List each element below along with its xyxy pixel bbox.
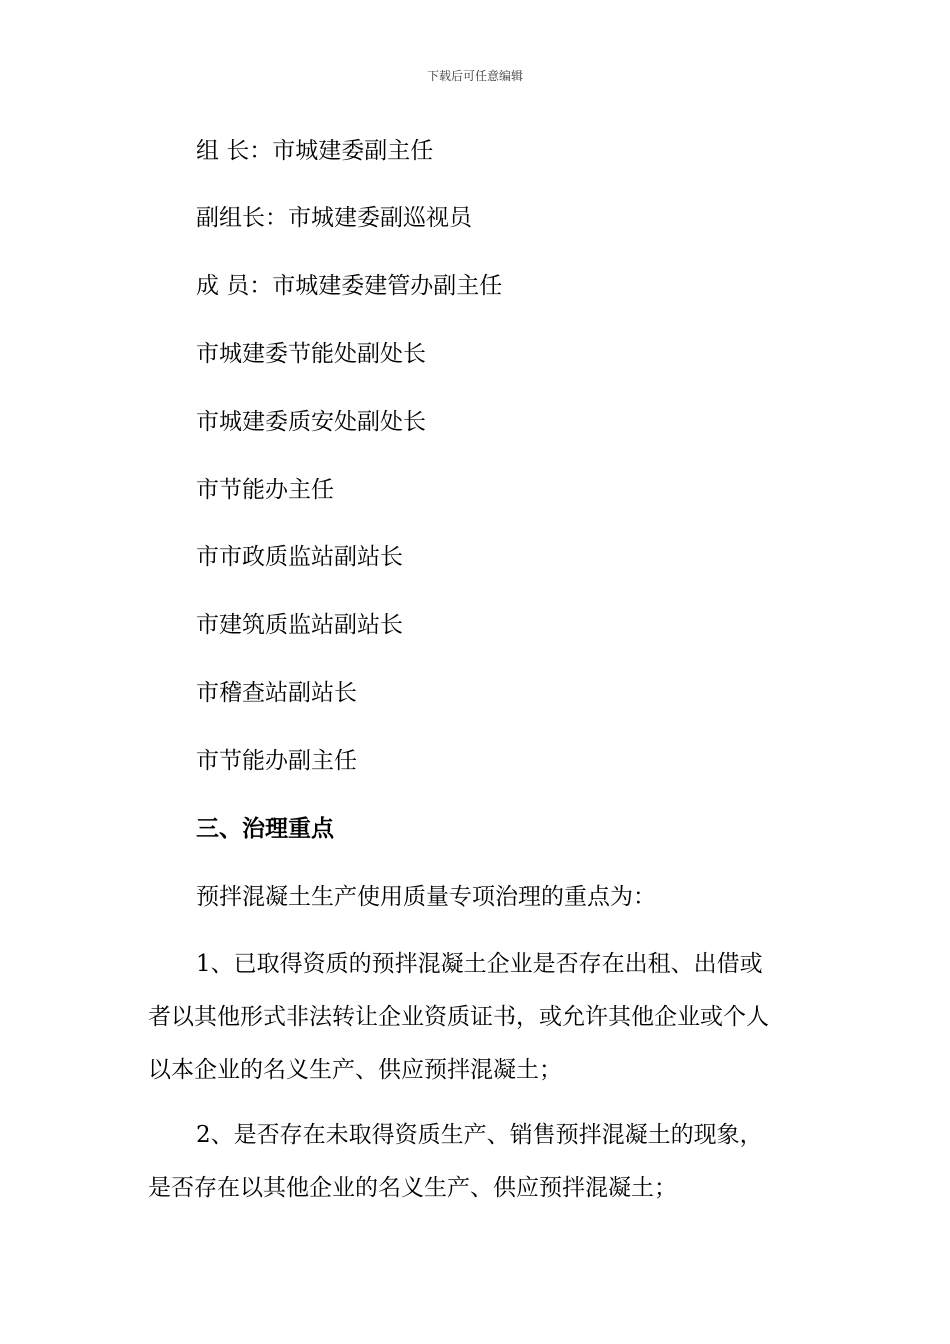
list-item-2 (148, 1109, 798, 1215)
member-line: 市城建委节能处副处长 (196, 341, 426, 367)
member-line-members: 成 员：市城建委建管办副主任 (196, 273, 503, 299)
list-item-1-line-3: 以本企业的名义生产、供应预拌混凝土； (148, 1057, 562, 1083)
page-header-note: 下载后可任意编辑 (426, 69, 523, 83)
member-line: 市节能办副主任 (196, 748, 357, 774)
list-item-1-line-2: 者以其他形式非法转让企业资质证书，或允许其他企业或个人 (148, 1004, 769, 1030)
member-line: 市节能办主任 (196, 477, 334, 503)
member-line: 市建筑质监站副站长 (196, 612, 403, 638)
section-heading: 三、治理重点 (196, 815, 334, 842)
list-item-1-line-1: 1、已取得资质的预拌混凝土企业是否存在出租、出借或 (196, 951, 763, 977)
member-line-leader: 组 长：市城建委副主任 (196, 138, 434, 164)
list-item-2-line-2: 是否存在以其他企业的名义生产、供应预拌混凝土； (148, 1175, 677, 1201)
member-line: 市市政质监站副站长 (196, 544, 403, 570)
member-line-deputy-leader: 副组长：市城建委副巡视员 (196, 205, 472, 231)
member-line: 市稽查站副站长 (196, 680, 357, 706)
intro-paragraph: 预拌混凝土生产使用质量专项治理的重点为： (196, 884, 656, 910)
member-line: 市城建委质安处副处长 (196, 409, 426, 435)
list-item-1 (148, 938, 798, 1097)
list-item-2-line-1: 2、是否存在未取得资质生产、销售预拌混凝土的现象， (196, 1122, 763, 1148)
